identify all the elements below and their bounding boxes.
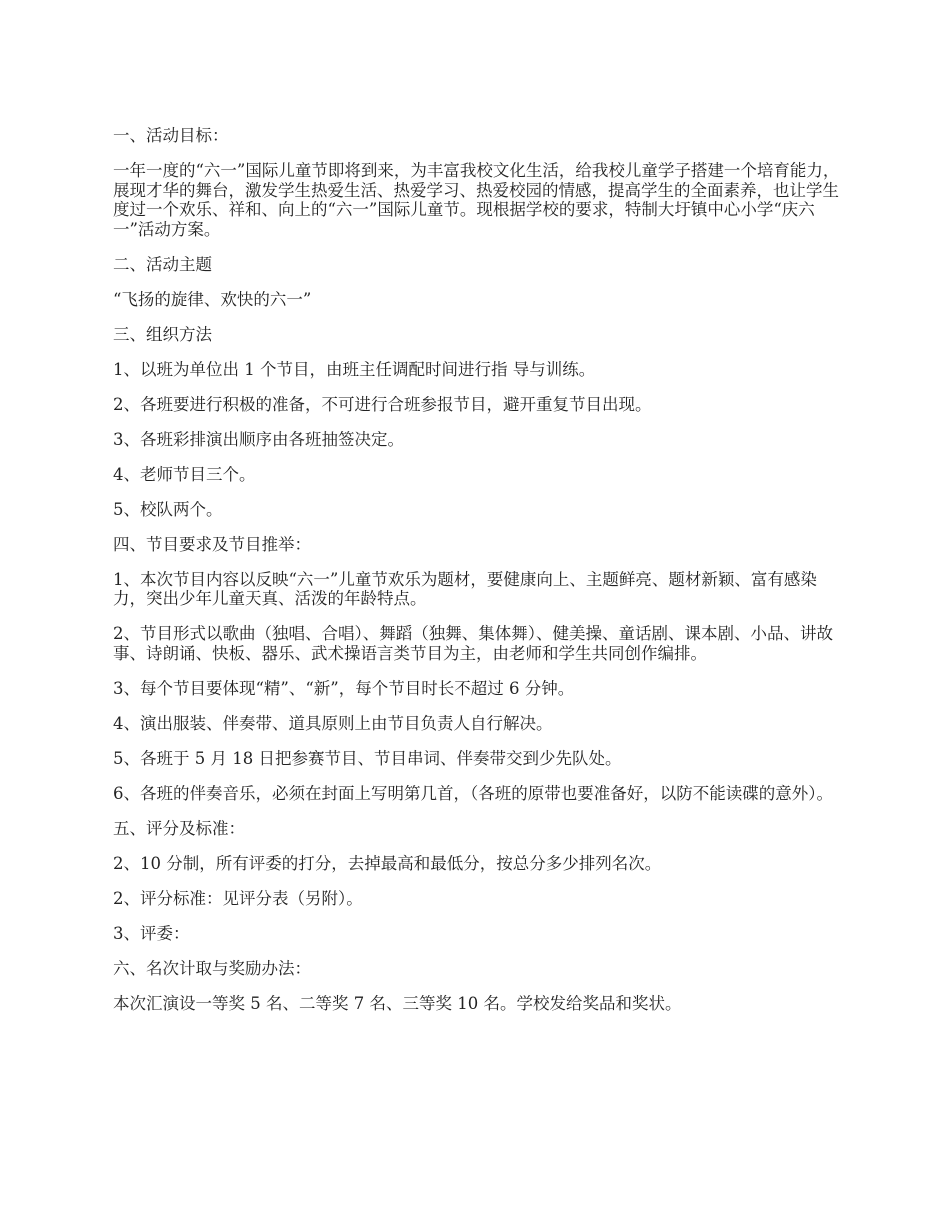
section-heading-scoring: 五、评分及标准： — [113, 818, 245, 838]
section-heading-awards: 六、名次计取与奖励办法： — [113, 958, 311, 978]
section-heading-theme: 二、活动主题 — [113, 254, 212, 274]
requirements-item-6: 6、各班的伴奏音乐，必须在封面上写明第几首，（各班的原带也要准备好，以防不能读碟的意外）。 — [113, 783, 833, 803]
organization-item-5: 5、校队两个。 — [113, 499, 223, 519]
organization-item-2: 2、各班要进行积极的准备，不可进行合班参报节目，避开重复节目出现。 — [113, 394, 652, 414]
scoring-item-1: 2、10 分制，所有评委的打分，去掉最高和最低分，按总分多少排列名次。 — [113, 853, 662, 873]
organization-item-1: 1、以班为单位出 1 个节目，由班主任调配时间进行指 导与训练。 — [113, 359, 596, 379]
organization-item-4: 4、老师节目三个。 — [113, 464, 256, 484]
section-heading-goals: 一、活动目标： — [113, 126, 229, 145]
awards-body-paragraph: 本次汇演设一等奖 5 名、二等奖 7 名、三等奖 10 名。学校发给奖品和奖状。 — [113, 993, 682, 1013]
requirements-item-2: 2、节目形式以歌曲（独唱、合唱）、舞蹈（独舞、集体舞）、健美操、童话剧、课本剧、小品、讲故事、诗朗诵、快板、器乐、武术操语言类节目为主，由老师和学生共同创作编排。 — [113, 624, 833, 663]
scoring-item-3: 3、评委： — [113, 923, 190, 943]
scoring-item-2: 2、评分标准：见评分表（另附）。 — [113, 888, 363, 908]
section-heading-organization: 三、组织方法 — [113, 324, 212, 344]
organization-item-3: 3、各班彩排演出顺序由各班抽签决定。 — [113, 429, 404, 449]
document-page — [113, 126, 840, 1013]
section-heading-requirements: 四、节目要求及节目推举： — [113, 534, 311, 554]
requirements-item-1: 1、本次节目内容以反映“六一”儿童节欢乐为题材，要健康向上、主题鲜亮、题材新颖、富有感染力，突出少年儿童天真、活泼的年龄特点。 — [113, 569, 817, 608]
theme-text: “飞扬的旋律、欢快的六一” — [113, 289, 312, 309]
requirements-item-5: 5、各班于 5 月 18 日把参赛节目、节目串词、伴奏带交到少先队处。 — [113, 748, 622, 768]
goals-body-paragraph: 一年一度的“六一”国际儿童节即将到来，为丰富我校文化生活，给我校儿童学子搭建一个培育能力，展现才华的舞台，激发学生热爱生活、热爱学习、热爱校园的情感，提高学生的全面素养，也让学生度过一个欢乐、祥和、向上的“六一”国际儿童节。现根据学校的要求，特制大圩镇中心小学“庆六一”活动方案。 — [113, 161, 840, 239]
requirements-item-3: 3、每个节目要体现“精”、“新”，每个节目时长不超过 6 分钟。 — [113, 678, 575, 698]
requirements-item-4: 4、演出服装、伴奏带、道具原则上由节目负责人自行解决。 — [113, 713, 553, 733]
